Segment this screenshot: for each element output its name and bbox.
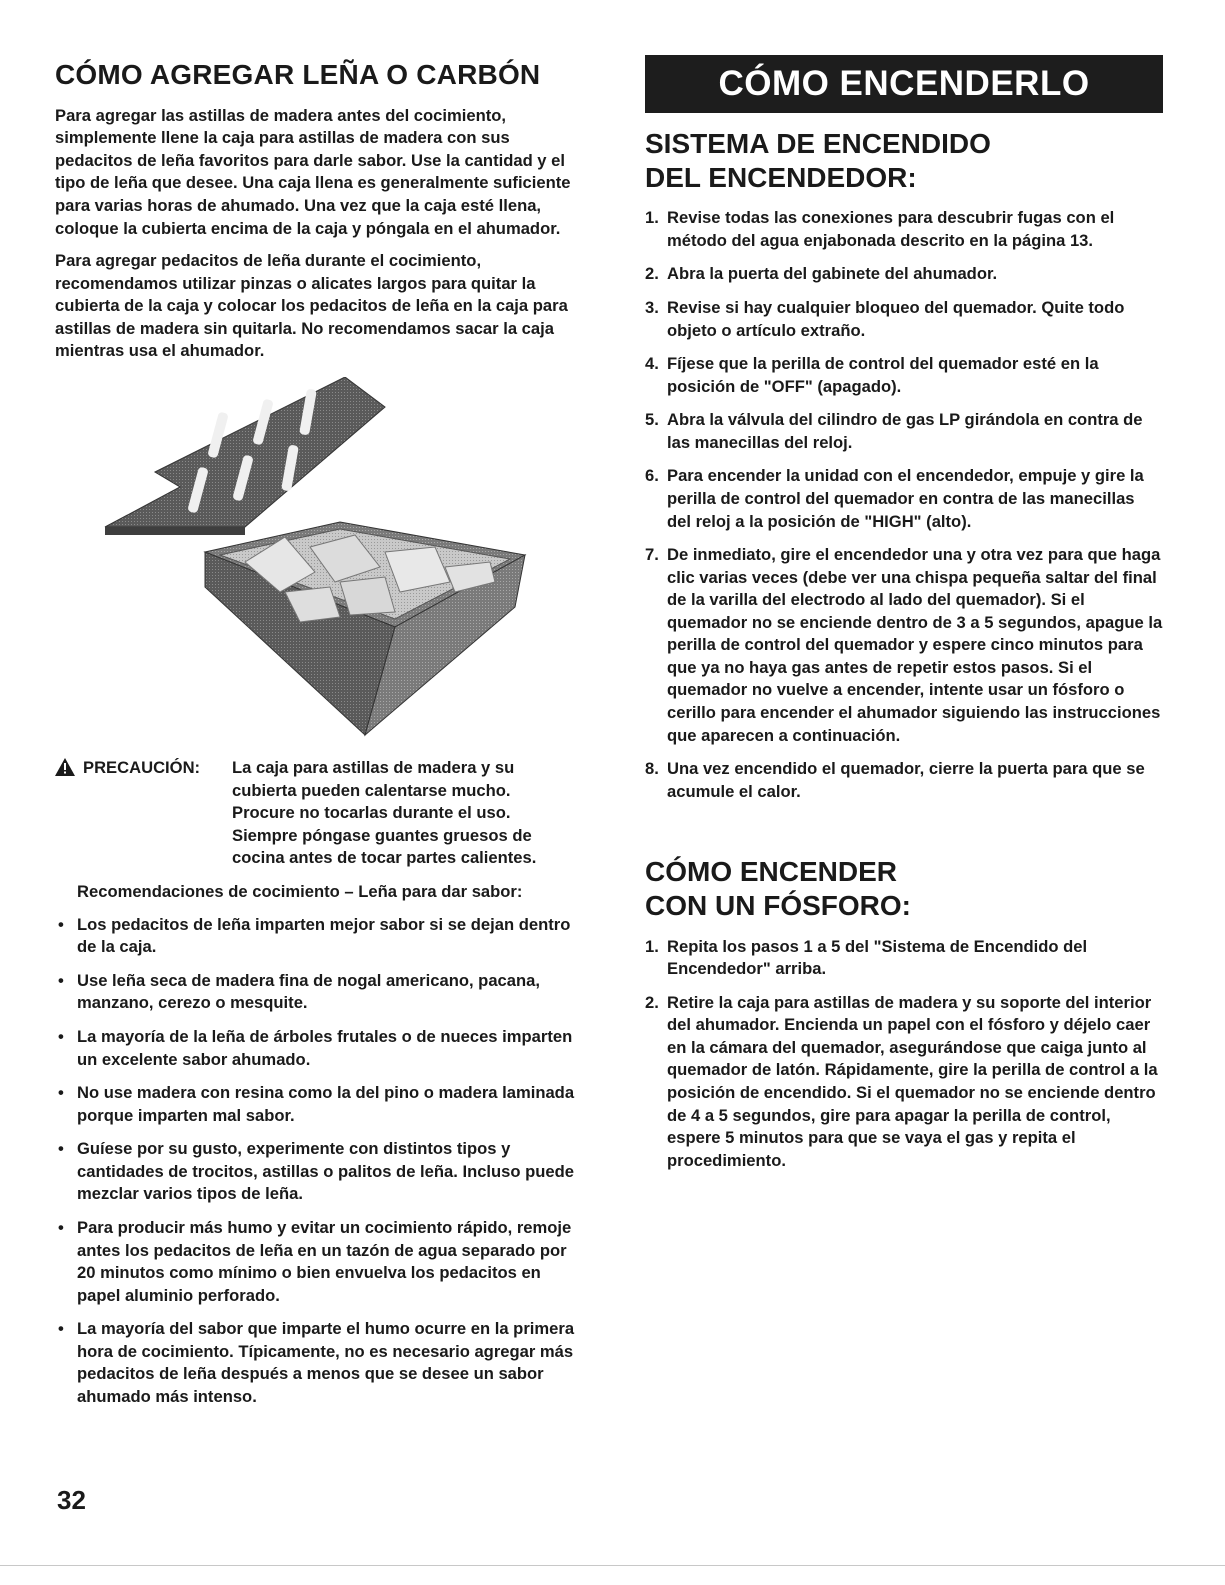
match-lighting-title: CÓMO ENCENDER CON UN FÓSFORO: (645, 856, 911, 922)
ignition-steps (645, 207, 1163, 803)
page-number: 32 (57, 1485, 86, 1515)
list-item: 8. Una vez encendido el quemador, cierre la puerta para que se acumule el calor. (645, 759, 1145, 801)
list-item: • La mayoría del sabor que imparte el humo ocurre en la primera hora de cocimiento. Típicamente, no es necesario agregar más pedacitos de leña después a menos que se desee un sabor ahumado más intenso. (58, 1319, 575, 1406)
caution-text: La caja para astillas de madera y su cubierta pueden calentarse mucho. Procure no tocarlas durante el uso. Siempre póngase guantes gruesos de cocina antes de tocar partes calientes. (232, 757, 537, 868)
match-lighting-section (645, 855, 1163, 1172)
list-item: 2. Retire la caja para astillas de madera y su soporte del interior del ahumador. Encienda un papel con el fósforo y déjelo caer en la cámara del quemador, asegurándose que caiga junto al quemador de latón. Rápidamente, gire la perilla de control a la posición de encendido. Si el quemador no se enciende dentro de 4 a 5 segundos, gire para apagar la perilla de control, espere 5 minutos para que se vaya el gas y repita el procedimiento. (645, 992, 1158, 1170)
list-item: 1. Revise todas las conexiones para descubrir fugas con el método del agua enjabonada descrito en la página 13. (645, 208, 1115, 250)
ignition-section (645, 127, 1163, 803)
list-item: • No use madera con resina como la del pino o madera laminada porque imparten mal sabor. (58, 1083, 575, 1125)
wood-chip-box-illustration (55, 377, 575, 747)
list-item: 2. Abra la puerta del gabinete del ahumador. (645, 264, 998, 284)
recommendations-heading: Recomendaciones de cocimiento – Leña para dar sabor: (77, 881, 523, 901)
list-item: • La mayoría de la leña de árboles frutales o de nueces imparten un excelente sabor ahumado. (58, 1027, 573, 1069)
list-item: • Para producir más humo y evitar un cocimiento rápido, remoje antes los pedacitos de leña en un tazón de agua separado por 20 minutos como mínimo o bien envuelva los pedacitos en papel aluminio perforado. (58, 1217, 572, 1305)
bullet-icon: • (58, 1217, 64, 1237)
bullet-icon: • (58, 1027, 64, 1047)
wood-chip-box-drawing (95, 377, 535, 747)
list-item: 6. Para encender la unidad con el encendedor, empuje y gire la perilla de control del quemador en contra de las manecillas del reloj a la posición de "HIGH" (alto). (645, 466, 1144, 531)
caution-label: PRECAUCIÓN: (83, 757, 201, 777)
right-column (645, 55, 1163, 1183)
lighting-banner: CÓMO ENCENDERLO (645, 55, 1163, 113)
recommendations-list (55, 914, 575, 1409)
match-lighting-steps (645, 936, 1163, 1173)
bullet-icon: • (58, 970, 64, 990)
warning-triangle-icon (55, 758, 75, 776)
intro-paragraph-2: Para agregar pedacitos de leña durante el cocimiento, recomendamos utilizar pinzas o alicates largos para quitar la cubierta de la caja y colocar los pedacitos de leña en la caja para astillas de madera sin quitarla. No recomendamos sacar la caja mientras usa el ahumador. (55, 251, 568, 361)
bullet-icon: • (58, 1083, 64, 1103)
bullet-icon: • (58, 1139, 64, 1159)
list-item: • Use leña seca de madera fina de nogal americano, pacana, manzano, cerezo o mesquite. (58, 970, 540, 1013)
list-item: 7. De inmediato, gire el encendedor una y otra vez para que haga clic varias veces (debe ver una chispa pequeña saltar del final de la varilla del electrodo al lado del quemador). Si el quemador no se enciende dentro de 3 a 5 segundos, apague la perilla de control del quemador y espere cinco minutos para que ya no haya gas antes de repetir estos pasos. Si el quemador no vuelve a encender, intente usar un fósforo o cerillo para encender el ahumador siguiendo las instrucciones que aparecen a continuación. (645, 545, 1163, 745)
left-column (55, 60, 575, 1419)
list-item: • Guíese por su gusto, experimente con distintos tipos y cantidades de trocitos, astillas o palitos de leña. Incluso puede mezclar varios tipos de leña. (58, 1139, 575, 1204)
page-bottom-divider (0, 1565, 1225, 1566)
list-item: 1. Repita los pasos 1 a 5 del "Sistema de Encendido del Encendedor" arriba. (645, 936, 1088, 979)
caution-note (55, 757, 575, 870)
section-title-add-wood: CÓMO AGREGAR LEÑA O CARBÓN (55, 59, 541, 90)
list-item: 4. Fíjese que la perilla de control del quemador esté en la posición de "OFF" (apagado). (645, 354, 1099, 396)
ignition-title: SISTEMA DE ENCENDIDO DEL ENCENDEDOR: (645, 128, 991, 194)
intro-paragraph-1: Para agregar las astillas de madera antes del cocimiento, simplemente llene la caja para astillas de madera con sus pedacitos de leña favoritos para darle sabor. Use la cantidad y el tipo de leña que desee. Una caja llena es generalmente suficiente para varias horas de ahumado. Una vez que la caja esté llena, coloque la cubierta encima de la caja y póngala en el ahumador. (55, 105, 571, 238)
bullet-icon: • (58, 914, 64, 934)
caution-label-group (55, 757, 232, 870)
bullet-icon: • (58, 1319, 64, 1339)
list-item: 3. Revise si hay cualquier bloqueo del quemador. Quite todo objeto o artículo extraño. (645, 298, 1125, 340)
list-item: 5. Abra la válvula del cilindro de gas LP girándola en contra de las manecillas del reloj. (645, 410, 1143, 452)
list-item: • Los pedacitos de leña imparten mejor sabor si se dejan dentro de la caja. (58, 914, 571, 957)
